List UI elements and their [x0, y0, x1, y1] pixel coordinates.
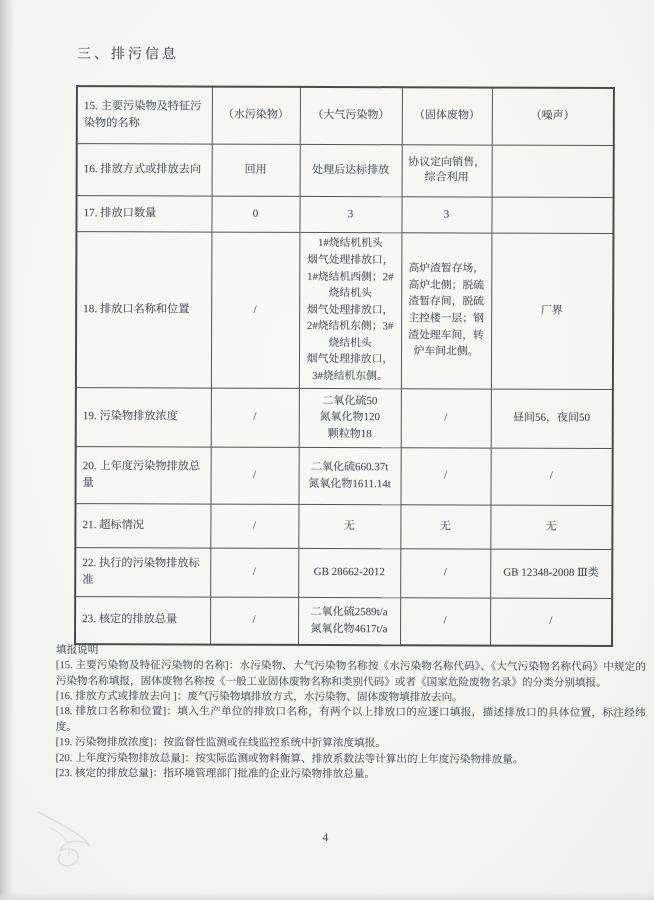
row-23-cell-water: / — [210, 597, 298, 645]
row-15-cell-solid: （固体废物） — [402, 87, 492, 144]
row-19-cell-air: 二氧化硫50 氮氧化物120 颗粒物18 — [299, 388, 401, 447]
row-21-cell-noise: 无 — [490, 505, 612, 549]
table-row-15 — [77, 86, 614, 145]
row-15-cell-water: （水污染物） — [212, 87, 300, 144]
note-item-20: [20. 上年度污染物排放总量]：按实际监测或物料衡算、排放系数法等计算出的上年度污染物排放量。 — [55, 752, 524, 766]
faint-pen-mark — [20, 794, 130, 889]
table-row-19 — [76, 387, 613, 448]
note-item-23: [23. 核定的排放总量]：指环境管理部门批准的企业污染物排放总量。 — [55, 767, 376, 781]
row-15-label: 15. 主要污染物及特征污染物的名称 — [77, 86, 212, 143]
row-22-cell-air: GB 28662-2012 — [298, 548, 400, 597]
table-row-16 — [77, 143, 614, 197]
row-18-cell-air: 1#烧结机机头 烟气处理排放口， 1#烧结机西侧；2# 烧结机头 烟气处理排放口， 2#烧结机东侧；3# 烧结机头 烟气处理排放口， 3#烧结机东侧。 — [299, 232, 402, 388]
row-21-cell-air: 无 — [298, 504, 400, 548]
row-23-cell-air: 二氧化硫2589t/a 氮氧化物4617t/a — [298, 597, 400, 645]
row-18-cell-water: / — [211, 232, 300, 388]
row-20-cell-solid: / — [400, 447, 490, 504]
row-20-cell-noise: / — [490, 448, 612, 505]
note-item-16: [16. 排放方式或排放去向 ]：废气污染物填排放方式，水污染物、固体废物填排放去向。 — [55, 691, 463, 704]
note-item-19: [19. 污染物排放浓度]：按监督性监测或在线监控系统中折算浓度填报。 — [55, 737, 386, 750]
table-row-21 — [75, 503, 612, 549]
row-17-cell-solid: 3 — [401, 196, 491, 232]
table-row-23 — [75, 596, 612, 646]
row-19-label: 19. 污染物排放浓度 — [76, 387, 211, 446]
row-16-cell-water: 回用 — [212, 144, 300, 196]
row-20-cell-air: 二氧化硫660.37t 氮氧化物1611.14t — [298, 447, 400, 504]
section-title: 三、排污信息 — [77, 47, 180, 63]
row-15-cell-noise: （噪声） — [492, 88, 614, 145]
row-23-cell-noise: / — [490, 598, 612, 646]
row-22-cell-solid: / — [400, 548, 490, 597]
row-21-label: 21. 超标情况 — [75, 503, 210, 547]
page-number: 4 — [322, 831, 329, 845]
row-20-label: 20. 上年度污染物排放总量 — [75, 446, 210, 503]
row-21-cell-water: / — [210, 504, 298, 548]
row-17-cell-water: 0 — [211, 196, 299, 232]
row-21-cell-solid: 无 — [400, 504, 490, 548]
row-23-cell-solid: / — [400, 597, 490, 645]
note-item-15: [15. 主要污染物及特征污染物的名称]：水污染物、大气污染物名称按《水污染物名称代码》、《大气污染物名称代码》中规定的污染物名称填报，固体废物名称按《一般工业固体废物名称和类别代码》或者《国家危险废物名录》的分类分别填报。 — [55, 660, 646, 689]
row-20-cell-water: / — [210, 447, 298, 504]
row-16-cell-noise — [492, 145, 614, 197]
row-19-cell-noise: 昼间56，夜间50 — [491, 389, 613, 448]
table-row-18 — [76, 231, 614, 389]
row-17-cell-noise — [491, 197, 613, 233]
notes-title: 填报说明 — [55, 645, 99, 657]
row-17-cell-air: 3 — [299, 196, 401, 232]
row-19-cell-solid: / — [401, 388, 491, 447]
row-18-label: 18. 排放口名称和位置 — [76, 231, 212, 387]
row-18-cell-noise: 厂界 — [491, 233, 614, 389]
pollution-info-table — [74, 85, 615, 647]
row-16-cell-air: 处理后达标排放 — [300, 144, 402, 196]
row-18-cell-solid: 高炉渣暂存场， 高炉北侧；脱硫 渣暂存间，脱硫 主控楼一层；钢 渣处理车间，转 炉车间北侧。 — [401, 232, 492, 388]
table-row-17 — [76, 195, 613, 233]
row-19-cell-water: / — [211, 388, 299, 447]
row-16-cell-solid: 协议定向销售， 综合利用 — [402, 144, 492, 196]
row-15-cell-air: （大气污染物） — [300, 87, 402, 144]
row-16-label: 16. 排放方式或排放去向 — [77, 143, 212, 195]
row-22-label: 22. 执行的污染物排放标准 — [75, 547, 210, 596]
table-row-20 — [75, 446, 612, 505]
row-22-cell-water: / — [210, 548, 298, 597]
row-22-cell-noise: GB 12348-2008 Ⅲ类 — [490, 549, 612, 598]
note-item-18: [18. 排放口名称和位置]：填入生产单位的排放口名称，有两个以上排放口的应逐口填报，描述排放口的具体位置，标注经纬度。 — [55, 706, 646, 733]
row-23-label: 23. 核定的排放总量 — [75, 596, 210, 644]
row-17-label: 17. 排放口数量 — [76, 195, 211, 231]
filling-instructions — [56, 643, 646, 783]
table-row-22 — [75, 547, 612, 598]
